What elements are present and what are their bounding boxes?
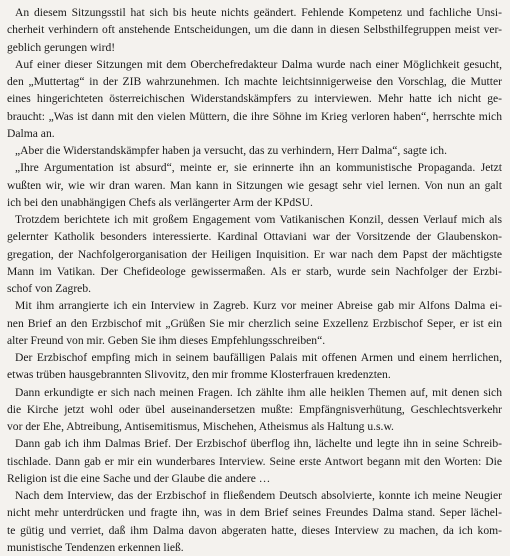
text-line: die Kirche jetzt wohl oder übel auseinandersetzen mußte: Empfängnisverhütung, Geschlechtsverkehr — [7, 402, 502, 416]
text-line: Der Erzbischof empfing mich in seinem baufälligen Palais mit offenen Armen und einem herrlichen, — [15, 351, 502, 364]
text-line: etwas trüben hausgebrannten Slivovitz, den mir fromme Klosterfrauen kredenzten. — [7, 368, 391, 382]
text-line: Dann erkundigte er sich nach meinen Fragen. Ich zählte ihm alle heiklen Themen auf, mit denen sich — [15, 385, 502, 399]
text-line: te gütig und verriet, daß ihm Dalma davon abgeraten hatte, dieses Interview zu machen, da ich kom- — [7, 523, 502, 537]
text-line: eines hingerichteten österreichischen Widerstandskämpfers zu interviewen. Mehr hatte ich nicht ge- — [7, 92, 502, 106]
text-line: nicht mehr unterdrücken und fragte ihn, was in dem Brief seines Freundes Dalma stand. Seper lächel- — [7, 506, 502, 520]
text-line: Dalma an. — [7, 126, 55, 140]
text-line: wußten wir, wie wir dran waren. Man kann in Sitzungen wie gesagt sehr viel lernen. Von nun an galt — [7, 178, 502, 192]
text-line: „Ihre Argumentation ist absurd“, meinte er, sie erinnerte ihn an kommunistische Propaganda. Jetzt — [15, 161, 502, 175]
text-line: Mit ihm arrangierte ich ein Interview in Zagreb. Kurz vor meiner Abreise gab mir Alfons Dalma ei- — [15, 299, 502, 313]
text-line: geblich gerungen wird! — [7, 40, 116, 54]
text-line: ich bei den unabhängigen Chefs als verlängerter Arm der KPdSU. — [7, 195, 313, 209]
text-line: vor der Ehe, Abtreibung, Antisemitismus, Mischehen, Atheismus als Haltung u.s.w. — [7, 420, 394, 433]
text-line: Religion ist die eine Sache und der Glaube die andere … — [7, 471, 271, 485]
text-line: An diesem Sitzungsstil hat sich bis heute nichts geändert. Fehlende Kompetenz und fachliche Unsi- — [15, 6, 502, 19]
text-line: den „Muttertag“ in der ZIB wahrzunehmen. Ich machte leichtsinnigerweise den Vorschlag, die Mutter — [7, 75, 502, 88]
text-line: gelernter Katholik besonders interessierte. Kardinal Ottaviani war der Vorsitzende der Glaubenskon- — [7, 230, 502, 244]
text-line: cherheit verhindern oft anstehende Entscheidungen, um die dann in diesen Selbsthilfegruppen meist ver- — [7, 23, 502, 37]
text-line: alter Freund von mir. Geben Sie ihm dieses Empfehlungsschreiben“. — [7, 333, 326, 347]
text-line: gregation, der Nachfolgerorganisation der Heiligen Inquisition. Er war nach dem Papst der mächtigste — [7, 247, 502, 261]
text-line: munistische Tendenzen erkennen ließ. — [7, 540, 184, 554]
text-line: Auf einer dieser Sitzungen mit dem Oberchefredakteur Dalma wurde nach einer Möglichkeit gesucht, — [15, 57, 502, 71]
text-line: braucht: „Was ist dann mit den vielen Müttern, die ihre Söhne im Krieg verloren haben“, herrschte mich — [7, 109, 502, 123]
text-line: Nach dem Interview, das der Erzbischof in fließendem Deutsch absolvierte, konnte ich meine Neugier — [15, 489, 502, 502]
text-line: nen Brief an den Erzbischof mit „Grüßen Sie mir cherzlich seine Exzellenz Erzbischof Seper, er ist ein — [7, 316, 502, 330]
text-line: Trotzdem berichtete ich mit großem Engagement vom Vatikanischen Konzil, dessen Verlauf mich als — [15, 213, 502, 226]
text-line: Dann gab ich ihm Dalmas Brief. Der Erzbischof überflog ihn, lächelte und legte ihn in seine Schreib- — [15, 437, 502, 451]
text-line: schof von Zagreb. — [7, 282, 92, 295]
text-line: „Aber die Widerstandskämpfer haben ja versucht, das zu verhindern, Herr Dalma“, sagte ich. — [15, 144, 447, 157]
text-line: tischlade. Dann gab er mir ein wunderbares Interview. Seine erste Antwort begann mit den Worten: Die — [7, 454, 502, 468]
text-line: Mann im Vatikan. Der Chefideologe gewissermaßen. Als er starb, wurde sein Nachfolger der Erzbi- — [7, 264, 502, 278]
